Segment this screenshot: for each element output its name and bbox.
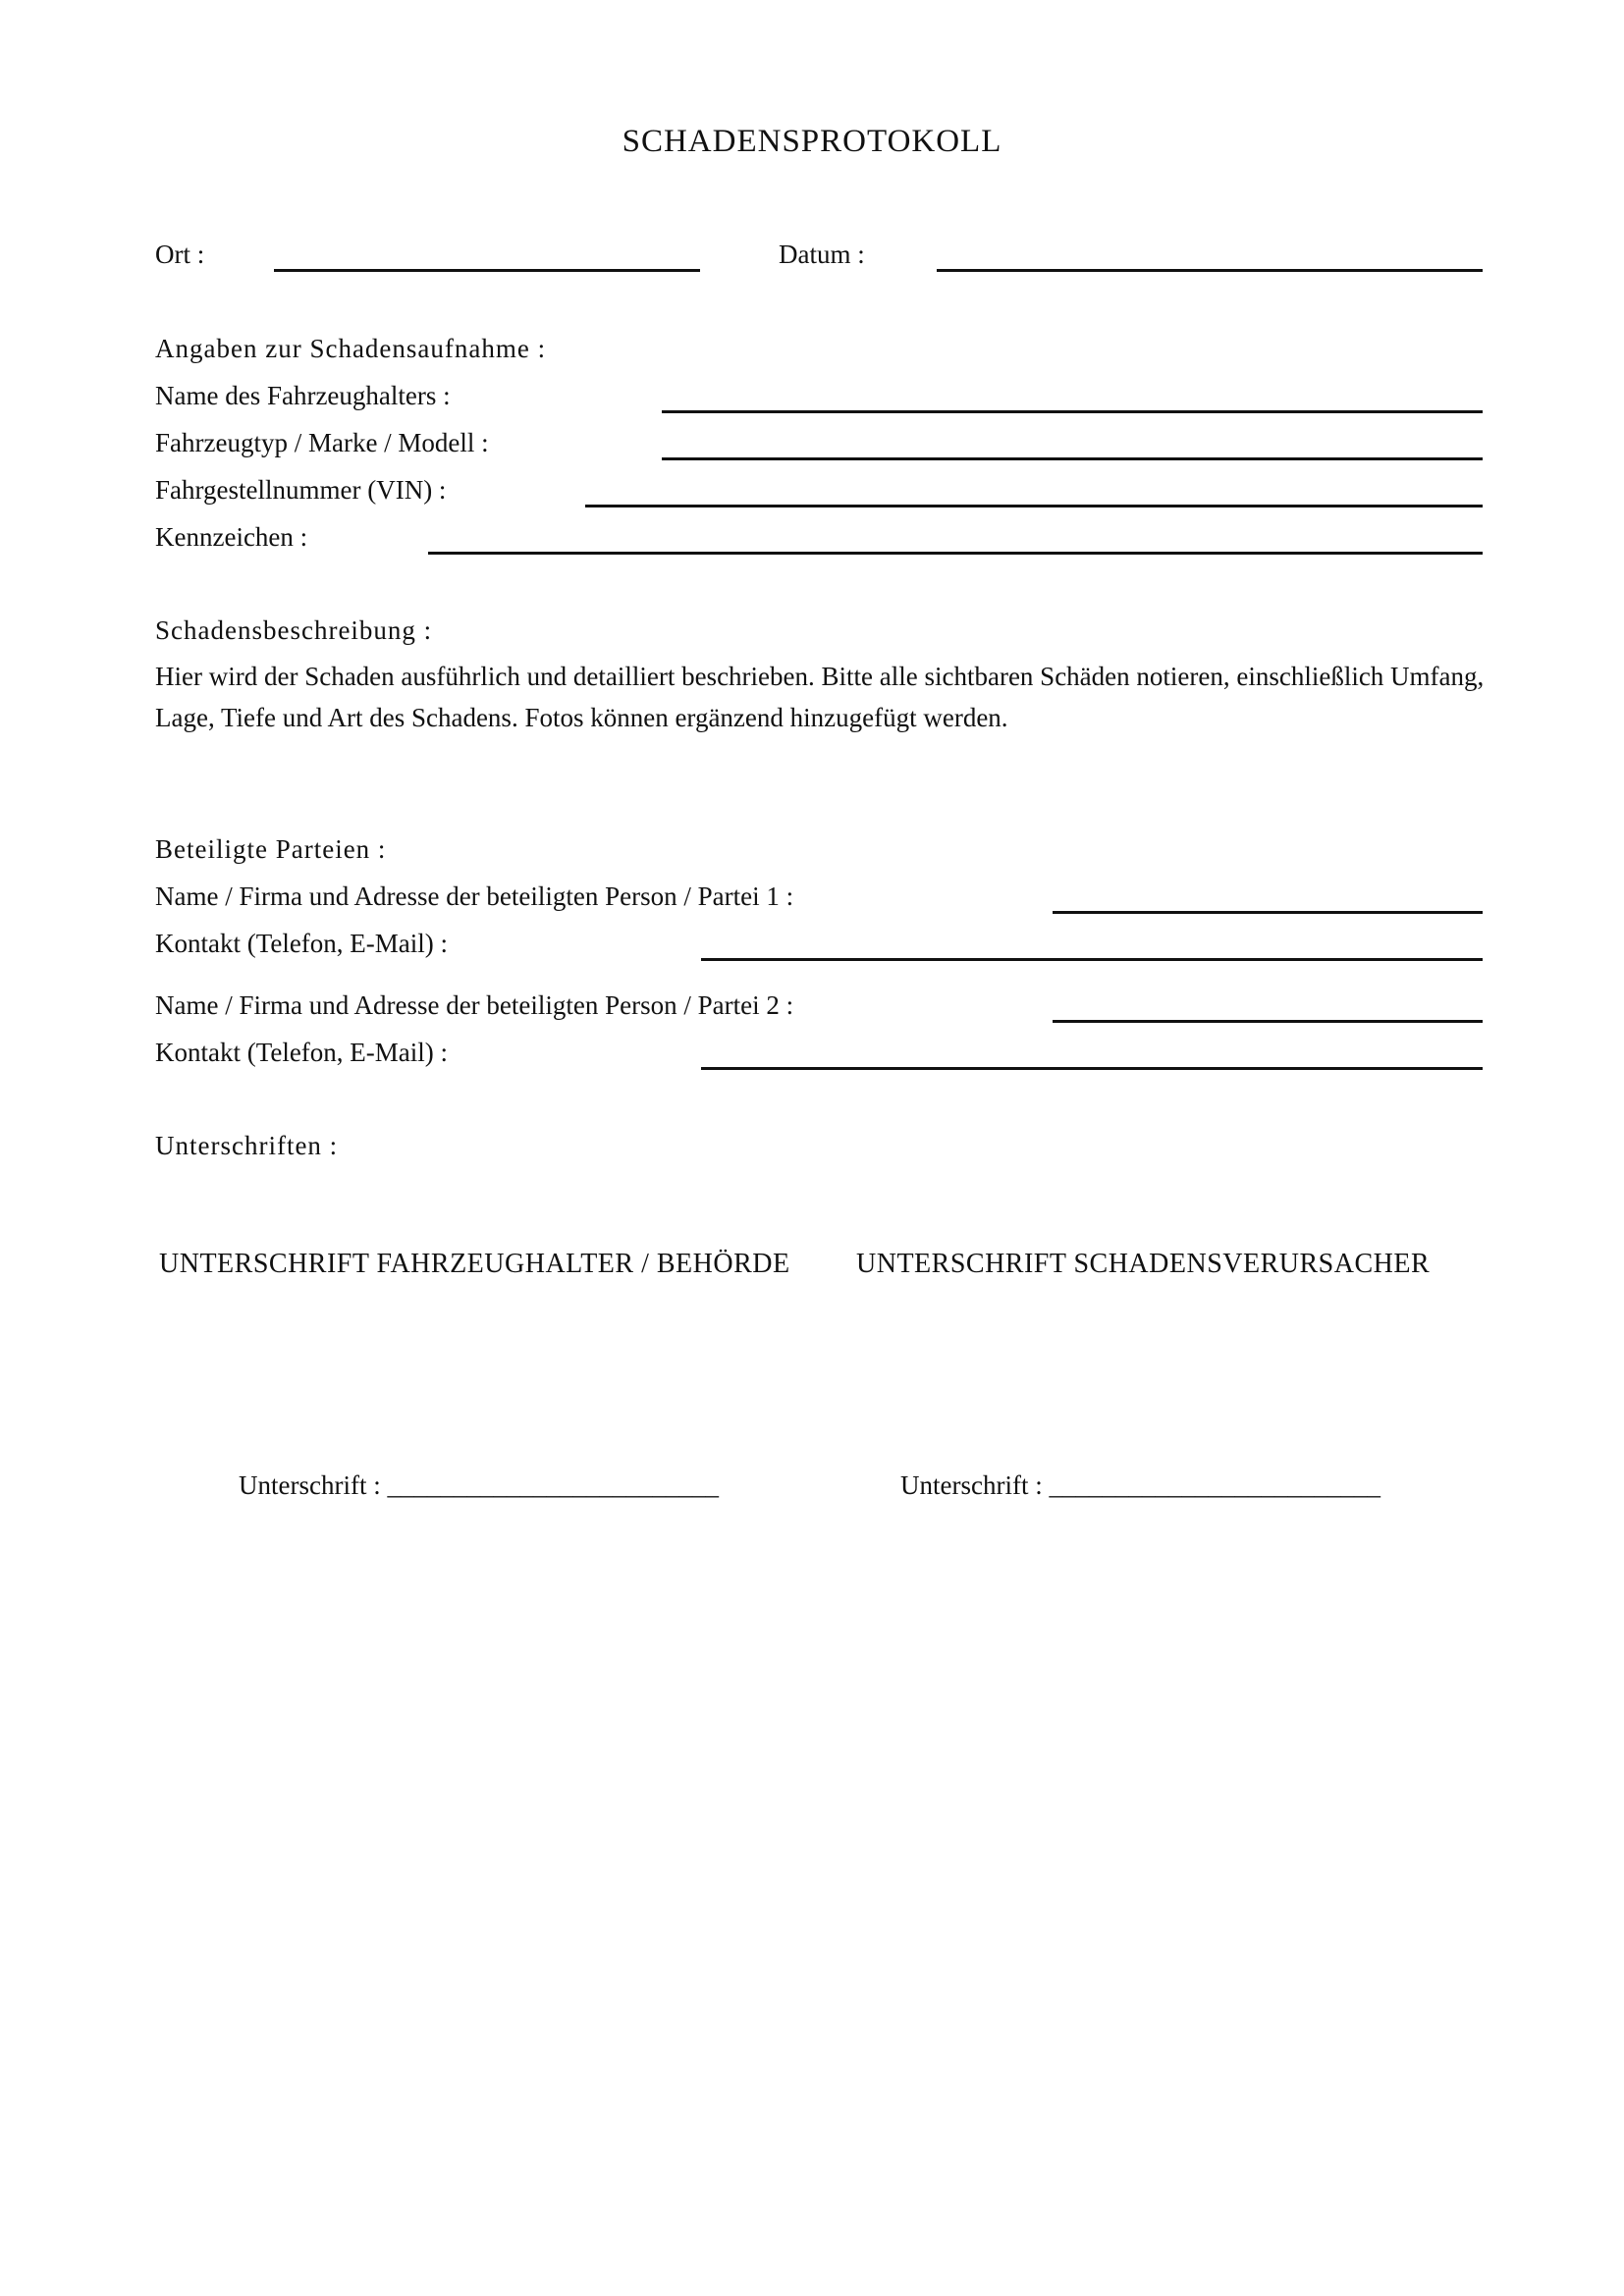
kennzeichen-label: Kennzeichen : — [155, 522, 308, 552]
fahrzeugtyp-label: Fahrzeugtyp / Marke / Modell : — [155, 428, 489, 457]
ort-field-line[interactable] — [274, 269, 700, 272]
partei1-field-line[interactable] — [1053, 911, 1483, 914]
kontakt2-field-line[interactable] — [701, 1067, 1483, 1070]
kontakt1-label: Kontakt (Telefon, E-Mail) : — [155, 929, 449, 958]
halter-field-line[interactable] — [662, 410, 1483, 413]
signature-line-causer[interactable]: Unterschrift : _________________________ — [900, 1470, 1380, 1500]
beschreibung-heading: Schadensbeschreibung : — [155, 615, 433, 645]
unterschriften-heading: Unterschriften : — [155, 1131, 339, 1160]
signature-heading-causer: UNTERSCHRIFT SCHADENSVERURSACHER — [856, 1249, 1431, 1279]
parteien-heading: Beteiligte Parteien : — [155, 834, 387, 864]
kontakt1-field-line[interactable] — [701, 958, 1483, 961]
partei2-field-line[interactable] — [1053, 1020, 1483, 1023]
vin-field-line[interactable] — [585, 505, 1483, 507]
partei1-label: Name / Firma und Adresse der beteiligten Person / Partei 1 : — [155, 881, 794, 911]
partei2-label: Name / Firma und Adresse der beteiligten Person / Partei 2 : — [155, 990, 794, 1020]
datum-field-line[interactable] — [937, 269, 1483, 272]
signature-line-holder[interactable]: Unterschrift : _________________________ — [239, 1470, 719, 1500]
halter-label: Name des Fahrzeughalters : — [155, 381, 451, 410]
datum-label: Datum : — [779, 240, 865, 269]
beschreibung-text: Hier wird der Schaden ausführlich und detailliert beschrieben. Bitte alle sichtbaren Schäden notieren, einschließlich Umfang, Lage, Tiefe und Art des Schadens. Fotos können ergänzend hinzugefügt werden. — [155, 662, 1485, 732]
vin-label: Fahrgestellnummer (VIN) : — [155, 475, 447, 505]
kennzeichen-field-line[interactable] — [428, 552, 1483, 555]
fahrzeugtyp-field-line[interactable] — [662, 457, 1483, 460]
signature-heading-holder: UNTERSCHRIFT FAHRZEUGHALTER / BEHÖRDE — [159, 1249, 790, 1279]
ort-label: Ort : — [155, 240, 205, 269]
document-title: SCHADENSPROTOKOLL — [622, 124, 1002, 159]
angaben-heading: Angaben zur Schadensaufnahme : — [155, 334, 547, 363]
kontakt2-label: Kontakt (Telefon, E-Mail) : — [155, 1038, 449, 1067]
